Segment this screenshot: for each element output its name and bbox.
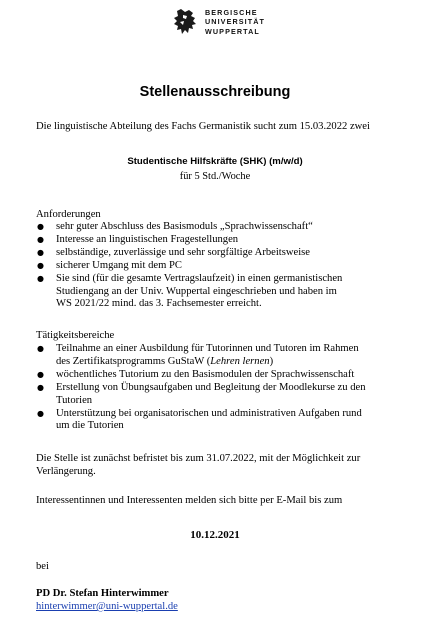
list-item-text: sicherer Umgang mit dem PC (56, 259, 182, 271)
list-item-text: Tutorien (56, 394, 93, 406)
list-item (36, 382, 406, 408)
list-item-text: Sie sind (für die gesamte Vertragslaufzeit) in einen germanistischen (56, 272, 343, 284)
wuppertal-lion-icon (171, 7, 201, 37)
list-item-text: um die Tutorien (56, 420, 124, 432)
bei-text: bei (36, 561, 49, 572)
term-text: Verlängerung. (36, 466, 96, 477)
tasks-heading: Tätigkeitsbereiche (36, 330, 115, 341)
logo-line: UNIVERSITÄT (205, 17, 266, 27)
list-item-text: des Zertifikatsprogramms GuStaW ( (56, 355, 211, 367)
bullet-icon: ● (37, 247, 44, 257)
contact-email-link[interactable]: hinterwimmer@uni-wuppertal.de (36, 601, 178, 612)
bullet-icon: ● (37, 408, 44, 418)
tasks-list (36, 343, 406, 433)
term-paragraph (36, 452, 396, 478)
list-item-text: selbständige, zuverlässige und sehr sorgfältige Arbeitsweise (56, 246, 310, 258)
list-item (36, 234, 406, 247)
list-item-emphasis: Lehren lernen (210, 355, 270, 367)
list-item-text: WS 2021/22 mind. das 3. Fachsemester erreicht. (56, 298, 262, 310)
logo-line: WUPPERTAL (205, 26, 260, 36)
list-item-text: Unterstützung bei organisatorischen und administrativen Aufgaben rund (56, 407, 362, 419)
intro-text: Die linguistische Abteilung des Fachs Germanistik sucht zum 15.03.2022 zwei (36, 121, 370, 132)
requirements-list (36, 221, 406, 311)
list-item-text: Teilnahme an einer Ausbildung für Tutorinnen und Tutoren im Rahmen (56, 343, 359, 354)
list-item-text: Interesse an linguistischen Fragestellungen (56, 233, 239, 245)
bullet-icon: ● (37, 222, 44, 231)
position-hours: für 5 Std./Woche (179, 171, 251, 182)
contact-name: PD Dr. Stefan Hinterwimmer (36, 588, 169, 599)
apply-paragraph: Interessentinnen und Interessenten melden sich bitte per E-Mail bis zum (36, 495, 343, 506)
list-item-text: Erstellung von Übungsaufgaben und Begleitung der Moodlekurse zu den (56, 381, 366, 393)
list-item (36, 343, 406, 369)
bullet-icon: ● (37, 344, 44, 353)
deadline-date: 10.12.2021 (190, 529, 240, 541)
list-item-text: sehr guter Abschluss des Basismoduls „Sprachwissenschaft“ (56, 221, 313, 232)
logo-line: BERGISCHE (205, 7, 258, 17)
list-item (36, 221, 406, 234)
position-title: Studentische Hilfskräfte (SHK) (m/w/d) (127, 156, 303, 167)
list-item-text: Studiengang an der Univ. Wuppertal eingeschrieben und haben im (56, 285, 337, 297)
bullet-icon: ● (37, 260, 44, 270)
list-item (36, 408, 406, 434)
list-item (36, 260, 406, 273)
requirements-heading: Anforderungen (36, 209, 101, 220)
list-item (36, 369, 406, 382)
page-title: Stellenausschreibung (139, 84, 291, 100)
bullet-icon: ● (37, 234, 44, 244)
term-text: Die Stelle ist zunächst befristet bis zum 31.07.2022, mit der Möglichkeit zur (36, 453, 361, 464)
list-item (36, 247, 406, 260)
university-logo (171, 7, 265, 37)
list-item-text: ) (269, 355, 274, 367)
bullet-icon: ● (37, 273, 44, 283)
bullet-icon: ● (37, 382, 44, 392)
logo-wordmark (205, 8, 265, 37)
bullet-icon: ● (37, 369, 44, 379)
list-item (36, 273, 406, 312)
list-item-text: wöchentliches Tutorium zu den Basismodulen der Sprachwissenschaft (56, 368, 355, 380)
